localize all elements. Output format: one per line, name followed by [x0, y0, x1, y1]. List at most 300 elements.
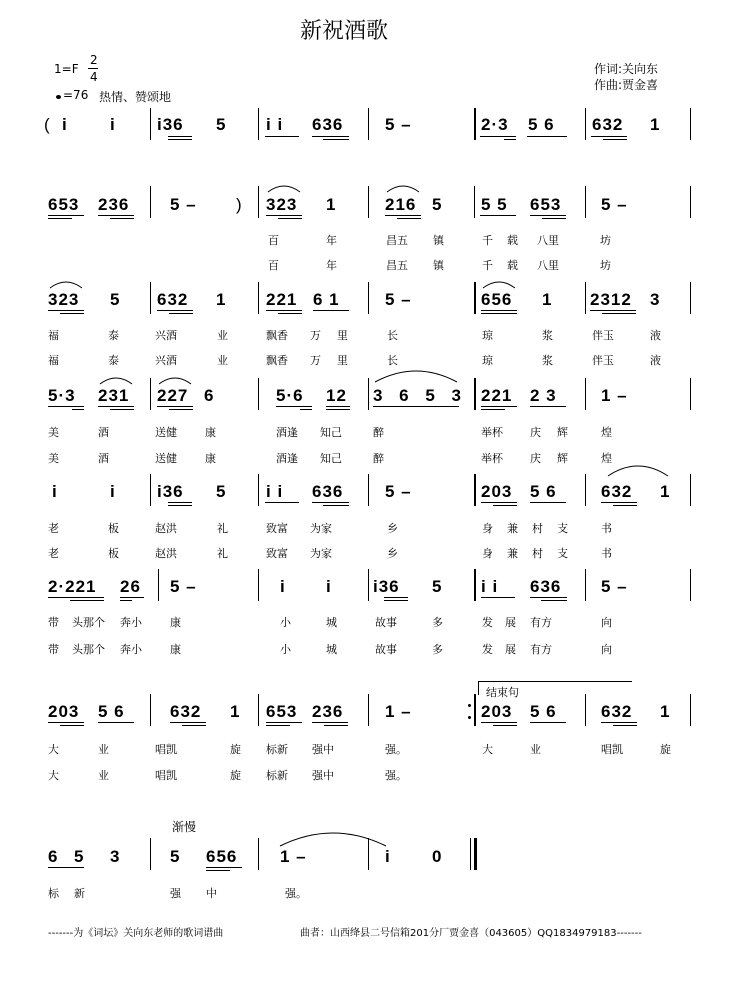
underline: [384, 600, 408, 601]
lyric: 带: [48, 643, 59, 656]
underline: [541, 600, 567, 601]
underline: [326, 406, 350, 407]
underline: [591, 136, 627, 137]
barline: [150, 282, 151, 314]
notation-group: 6 1: [313, 290, 340, 309]
lyric: 液: [650, 329, 661, 342]
lyric: 多: [432, 616, 443, 629]
notation-group: 5: [110, 290, 121, 309]
lyric: 向: [601, 616, 612, 629]
lyric: 康: [170, 643, 181, 656]
underline: [48, 406, 84, 407]
lyric: 旋: [660, 743, 671, 756]
underline: [527, 136, 567, 137]
notation-group: 1 –: [280, 847, 307, 866]
lyric: 多: [432, 643, 443, 656]
lyric: 强。: [385, 769, 407, 782]
notation-group: 5 –: [601, 577, 628, 596]
underline: [168, 505, 192, 506]
lyric: 康: [170, 616, 181, 629]
underline: [278, 313, 302, 314]
underline: [170, 722, 206, 723]
slur: [157, 374, 193, 386]
tempo-marking: =76: [63, 88, 89, 102]
lyricist-credit: 作词:关向东: [594, 62, 659, 76]
underline: [530, 722, 566, 723]
lyric: 醉: [373, 452, 384, 465]
notation-group: 632: [601, 482, 633, 501]
lyric: 身: [482, 522, 493, 535]
lyric: 举杯: [481, 452, 503, 465]
barline: [690, 186, 691, 218]
slur: [278, 826, 388, 848]
underline: [312, 502, 349, 503]
notation-group: i i: [266, 482, 284, 501]
underline: [98, 215, 134, 216]
notation-group: 203: [481, 702, 513, 721]
notation-group: 5: [74, 847, 85, 866]
time-signature-bottom: 4: [90, 70, 98, 84]
lyric: 八里: [537, 234, 559, 247]
underline: [206, 870, 230, 871]
lyric: 赵洪: [155, 522, 177, 535]
lyric: 小: [280, 616, 291, 629]
notation-group: 1: [216, 290, 227, 309]
lyric: 年: [326, 234, 337, 247]
lyric: 美: [48, 452, 59, 465]
barline: [150, 108, 151, 140]
underline: [110, 409, 134, 410]
notation-group: 2 3: [530, 386, 557, 405]
lyric: 强: [170, 887, 181, 900]
underline: [603, 139, 627, 140]
lyric: 百: [268, 234, 279, 247]
lyric: 辉: [557, 452, 568, 465]
song-title: 新祝酒歌: [300, 19, 389, 44]
barline: [368, 569, 369, 601]
lyric: 里: [337, 329, 348, 342]
notation-group: 656: [481, 290, 513, 309]
lyric: 标新: [266, 743, 288, 756]
notation-group: 5: [170, 847, 181, 866]
lyric: 业: [217, 354, 228, 367]
lyric: 支: [557, 547, 568, 560]
notation-group: 636: [312, 482, 344, 501]
notation-group: 632: [170, 702, 202, 721]
repeat-barline: [474, 694, 476, 726]
slur: [98, 374, 134, 386]
barline: [585, 569, 586, 601]
lyric: 老: [48, 547, 59, 560]
notation-group: 5: [216, 115, 227, 134]
lyric: 板: [108, 522, 119, 535]
underline: [530, 215, 566, 216]
notation-group: 632: [157, 290, 189, 309]
barline: [150, 186, 151, 218]
barline: [258, 838, 259, 870]
barline: [368, 694, 369, 726]
slur: [385, 182, 421, 194]
lyric: 业: [98, 743, 109, 756]
barline: [258, 474, 259, 506]
lyric: 书: [601, 547, 612, 560]
barline: [258, 694, 259, 726]
underline: [98, 722, 134, 723]
underline: [157, 310, 193, 311]
lyric: 唱凯: [155, 769, 177, 782]
lyric: 唱凯: [155, 743, 177, 756]
notation-group: i: [280, 577, 286, 596]
lyric: 千: [482, 234, 493, 247]
barline: [690, 378, 691, 410]
lyric: 为家: [310, 522, 332, 535]
lyric: 老: [48, 522, 59, 535]
lyric: 坊: [600, 234, 611, 247]
notation-group: 2312: [590, 290, 632, 309]
underline: [481, 502, 517, 503]
lyric: 强。: [285, 887, 307, 900]
notation-group: 5 –: [385, 482, 412, 501]
lyric: 庆: [530, 426, 541, 439]
underline: [70, 600, 104, 601]
notation-group: 5 –: [170, 195, 197, 214]
notation-group: 231: [98, 386, 130, 405]
final-barline: [474, 838, 477, 870]
notation-group: 5 6: [530, 482, 557, 501]
lyric: 坊: [600, 259, 611, 272]
lyric: 有方: [530, 616, 552, 629]
barline: [368, 474, 369, 506]
underline: [266, 722, 302, 723]
lyric: 奔小: [120, 643, 142, 656]
lyric: 煌: [601, 452, 612, 465]
ending-label: 结束句: [486, 686, 519, 699]
underline: [278, 218, 302, 219]
underline: [323, 139, 349, 140]
lyric: 福: [48, 354, 59, 367]
underline: [613, 725, 637, 726]
underline: [265, 136, 299, 137]
lyric: 标新: [266, 769, 288, 782]
notation-group: 5 6: [530, 702, 557, 721]
underline: [266, 310, 302, 311]
barline: [470, 838, 471, 870]
barline: [474, 569, 476, 601]
lyric: 礼: [217, 547, 228, 560]
notation-group: i: [52, 482, 58, 501]
underline: [397, 218, 421, 219]
lyric: 展: [505, 616, 516, 629]
notation-group: 653: [48, 195, 80, 214]
lyric: 飘香: [266, 329, 288, 342]
barline: [150, 474, 151, 506]
underline: [157, 406, 193, 407]
barline: [158, 569, 159, 601]
barline: [474, 282, 476, 314]
lyric: 福: [48, 329, 59, 342]
notation-group: i36: [157, 482, 184, 501]
barline: [690, 474, 691, 506]
barline: [368, 378, 369, 410]
barline: [690, 694, 691, 726]
underline: [324, 725, 348, 726]
barline: [585, 694, 586, 726]
notation-group: 636: [530, 577, 562, 596]
underline: [480, 215, 516, 216]
notation-group: 5·6: [276, 386, 304, 405]
barline: [368, 108, 369, 140]
lyric: 万: [310, 354, 321, 367]
barline: [690, 108, 691, 140]
lyric: 泰: [108, 329, 119, 342]
barline: [585, 186, 586, 218]
notation-group: i i: [266, 115, 284, 134]
lyric: 新: [74, 887, 85, 900]
barline: [258, 108, 259, 140]
barline: [474, 474, 476, 506]
lyric: 头那个: [72, 616, 105, 629]
notation-group: 6: [48, 847, 59, 866]
lyric: 乡: [387, 522, 398, 535]
barline: [585, 108, 586, 140]
lyric: 故事: [375, 616, 397, 629]
underline: [601, 722, 637, 723]
lyric: 飘香: [266, 354, 288, 367]
slur: [481, 278, 517, 290]
underline: [48, 867, 84, 868]
lyric: 标: [48, 887, 59, 900]
underline: [48, 215, 84, 216]
repeat-dot: [468, 716, 471, 719]
lyric: 百: [268, 259, 279, 272]
underline: [169, 313, 193, 314]
lyric: 支: [557, 522, 568, 535]
lyric: 业: [98, 769, 109, 782]
notation-group: i36: [373, 577, 400, 596]
lyric: 举杯: [481, 426, 503, 439]
lyric: 有方: [530, 643, 552, 656]
notation-group: 203: [48, 702, 80, 721]
lyric: 乡: [387, 547, 398, 560]
lyric: 兴酒: [155, 329, 177, 342]
notation-group: 5 –: [385, 290, 412, 309]
lyric: 带: [48, 616, 59, 629]
lyric: 琼: [482, 329, 493, 342]
lyric: 业: [530, 743, 541, 756]
notation-group: 5·3: [48, 386, 76, 405]
lyric: 城: [326, 616, 337, 629]
lyric: 醉: [373, 426, 384, 439]
underline: [480, 136, 516, 137]
footer-credit-right: 曲者：山西绛县二号信箱201分厂贾金喜（043605）QQ1834979183-------: [300, 928, 642, 939]
lyric: 液: [650, 354, 661, 367]
underline: [312, 136, 349, 137]
underline: [110, 218, 134, 219]
slur: [606, 460, 670, 478]
lyric: 村: [532, 547, 543, 560]
notation-group: 656: [206, 847, 238, 866]
lyric: 年: [326, 259, 337, 272]
barline: [585, 378, 586, 410]
lyric: 旋: [230, 769, 241, 782]
underline: [481, 597, 515, 598]
notation-group: 636: [312, 115, 344, 134]
notation-group: 1: [230, 702, 241, 721]
underline: [602, 313, 636, 314]
lyric: 大: [482, 743, 493, 756]
time-signature-line: [88, 68, 98, 69]
notation-group: 5 –: [385, 115, 412, 134]
lyric: 致富: [266, 547, 288, 560]
lyric: 送健: [155, 452, 177, 465]
notation-group: 221: [266, 290, 298, 309]
underline: [48, 597, 104, 598]
underline: [481, 406, 517, 407]
notation-group: 1: [326, 195, 337, 214]
lyric: 康: [205, 426, 216, 439]
underline: [530, 502, 566, 503]
lyric: 载: [507, 259, 518, 272]
underline: [168, 502, 192, 503]
lyric: 伴玉: [592, 329, 614, 342]
notation-group: i i: [481, 577, 499, 596]
lyric: 板: [108, 547, 119, 560]
lyric: 送健: [155, 426, 177, 439]
lyric: 辉: [557, 426, 568, 439]
slur: [48, 278, 84, 290]
notation-group: i: [385, 847, 391, 866]
lyric: 酒逢: [276, 452, 298, 465]
notation-group: i: [62, 115, 68, 134]
underline: [385, 215, 421, 216]
barline: [585, 474, 586, 506]
notation-group: 1: [660, 702, 671, 721]
underline: [493, 505, 517, 506]
lyric: 兴酒: [155, 354, 177, 367]
underline: [60, 725, 84, 726]
underline: [323, 505, 349, 506]
underline: [169, 409, 193, 410]
underline: [384, 597, 408, 598]
underline: [373, 406, 459, 407]
underline: [48, 722, 84, 723]
notation-group: 632: [592, 115, 624, 134]
lyric: 大: [48, 743, 59, 756]
lyric: 琼: [482, 354, 493, 367]
underline: [168, 139, 192, 140]
underline: [326, 409, 350, 410]
underline: [98, 406, 134, 407]
barline: [258, 282, 259, 314]
lyric: 中: [206, 887, 217, 900]
notation-group: 0: [432, 847, 443, 866]
underline: [504, 139, 516, 140]
barline: [258, 186, 259, 218]
composer-credit: 作曲:贾金喜: [594, 78, 659, 92]
barline: [690, 569, 691, 601]
notation-group: 221: [481, 386, 513, 405]
notation-group: 12: [326, 386, 347, 405]
lyric: 长: [387, 354, 398, 367]
lyric: 万: [310, 329, 321, 342]
notation-group: 5 5: [481, 195, 508, 214]
underline: [481, 310, 517, 311]
underline: [300, 409, 312, 410]
notation-group: 26: [120, 577, 141, 596]
lyric: 村: [532, 522, 543, 535]
slur: [266, 182, 302, 194]
underline: [206, 867, 242, 868]
barline: [474, 378, 476, 410]
lyric: 书: [601, 522, 612, 535]
lyric: 大: [48, 769, 59, 782]
lyric: 发: [482, 616, 493, 629]
slur: [373, 364, 459, 384]
notation-group: 227: [157, 386, 189, 405]
underline: [72, 409, 84, 410]
lyric: 泰: [108, 354, 119, 367]
lyric: 镇: [433, 259, 444, 272]
notation-group: 323: [266, 195, 298, 214]
lyric: 酒逢: [276, 426, 298, 439]
notation-group: ): [236, 195, 243, 214]
barline: [150, 694, 151, 726]
lyric: 伴玉: [592, 354, 614, 367]
ending-bracket: [478, 681, 632, 682]
lyric: 向: [601, 643, 612, 656]
underline: [312, 722, 348, 723]
lyric: 城: [326, 643, 337, 656]
lyric: 强中: [312, 743, 334, 756]
lyric: 奔小: [120, 616, 142, 629]
notation-group: 5 6: [98, 702, 125, 721]
notation-group: i36: [157, 115, 184, 134]
underline: [481, 722, 517, 723]
repeat-dot: [468, 704, 471, 707]
lyric: 酒: [98, 426, 109, 439]
notation-group: 2·3: [481, 115, 509, 134]
quarter-note-icon: [56, 95, 61, 99]
notation-group: 1 –: [385, 702, 412, 721]
lyric: 展: [505, 643, 516, 656]
lyric: 里: [337, 354, 348, 367]
notation-group: 203: [481, 482, 513, 501]
notation-group: 5: [432, 195, 443, 214]
notation-group: 5: [216, 482, 227, 501]
underline: [60, 313, 84, 314]
lyric: 小: [280, 643, 291, 656]
notation-group: 3: [650, 290, 661, 309]
underline: [276, 406, 312, 407]
lyric: 强中: [312, 769, 334, 782]
lyric: 镇: [433, 234, 444, 247]
lyric: 头那个: [72, 643, 105, 656]
notation-group: 323: [48, 290, 80, 309]
underline: [530, 597, 567, 598]
lyric: 八里: [537, 259, 559, 272]
footer-credit-left: -------为《词坛》关向东老师的歌词谱曲: [48, 928, 224, 939]
barline: [258, 378, 259, 410]
notation-group: i: [326, 577, 332, 596]
notation-group: 236: [98, 195, 130, 214]
barline: [368, 282, 369, 314]
notation-group: 6: [204, 386, 215, 405]
lyric: 长: [387, 329, 398, 342]
underline: [266, 725, 290, 726]
lyric: 煌: [601, 426, 612, 439]
lyric: 礼: [217, 522, 228, 535]
lyric: 唱凯: [601, 743, 623, 756]
